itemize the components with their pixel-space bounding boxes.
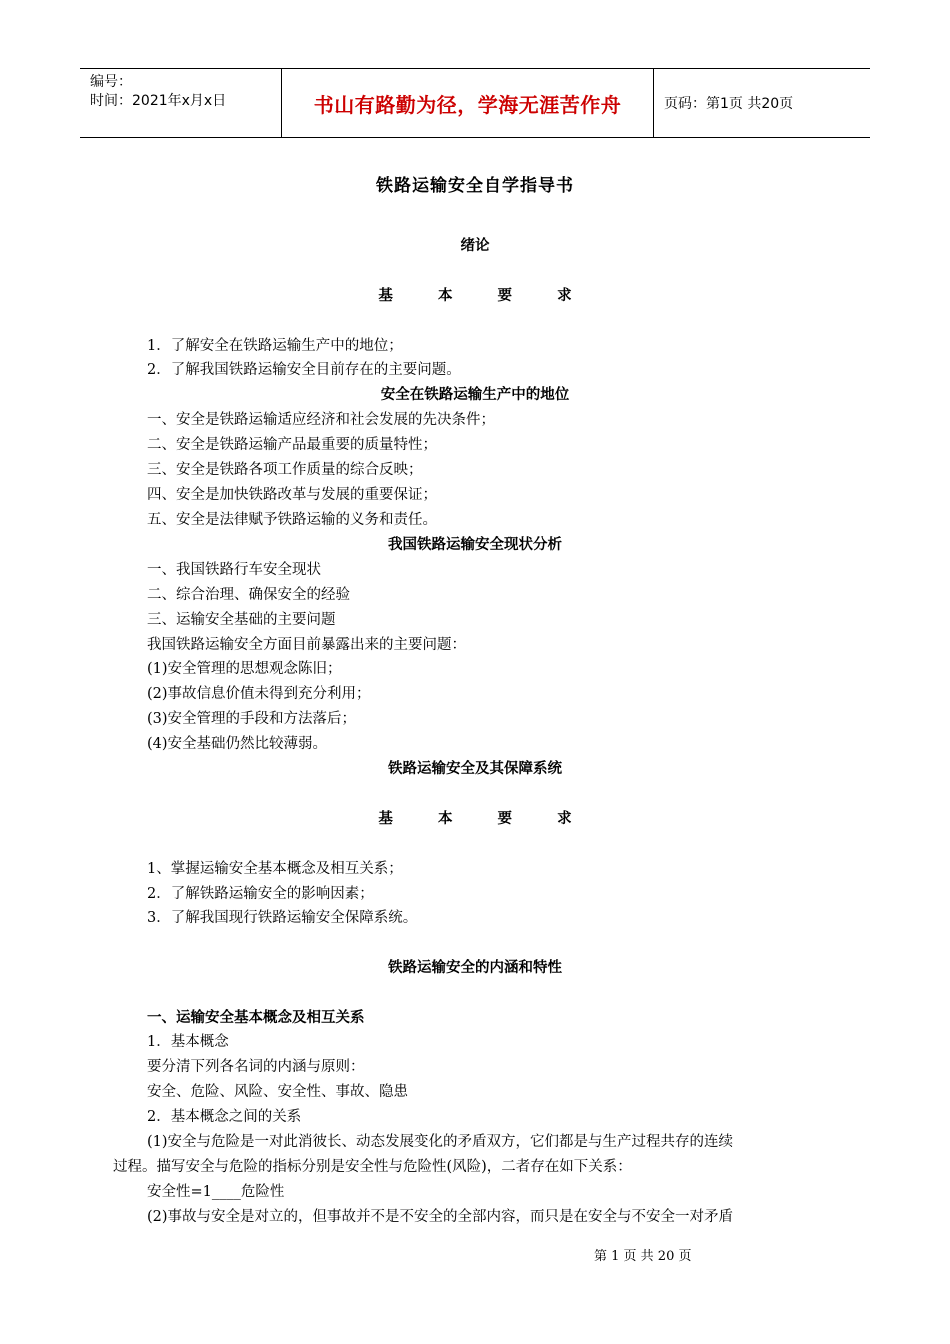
page-info: 页码：第1页 共20页: [664, 96, 794, 112]
requirements-heading-1: 基 本 要 求: [378, 288, 592, 304]
motto: 书山有路勤为径，学海无涯苦作舟: [281, 69, 654, 137]
list-item: 2．了解铁路运输安全的影响因素；: [147, 886, 374, 902]
list-item: 要分清下列各名词的内涵与原则：: [147, 1059, 365, 1075]
list-item: 一、我国铁路行车安全现状: [147, 562, 321, 578]
header-left-cell: [80, 69, 281, 137]
list-item: 3．了解我国现行铁路运输安全保障系统。: [147, 910, 418, 926]
page-footer: 第 1 页 共 20 页: [594, 1249, 692, 1264]
intro-heading: 绪论: [460, 238, 490, 254]
list-item: 2．基本概念之间的关系: [147, 1109, 302, 1125]
section-heading: 安全在铁路运输生产中的地位: [380, 387, 570, 403]
list-item: 二、安全是铁路运输产品最重要的质量特性；: [147, 437, 437, 453]
formula: 安全性=1____危险性: [147, 1184, 285, 1200]
list-item: 安全、危险、风险、安全性、事故、隐患: [147, 1084, 408, 1100]
list-item: 四、安全是加快铁路改革与发展的重要保证；: [147, 487, 437, 503]
paragraph-line: (1)安全与危险是一对此消彼长、动态发展变化的矛盾双方，它们都是与生产过程共存的连续: [147, 1134, 734, 1150]
list-item: 三、安全是铁路各项工作质量的综合反映；: [147, 462, 423, 478]
header-table: [80, 68, 870, 138]
section-heading: 铁路运输安全的内涵和特性: [388, 960, 562, 976]
requirements-heading-2: 基 本 要 求: [378, 811, 592, 827]
time-label: 时间：2021年x月x日: [90, 93, 227, 109]
number-label: 编号：: [90, 74, 132, 90]
list-item: 一、安全是铁路运输适应经济和社会发展的先决条件；: [147, 412, 495, 428]
list-item: 2．了解我国铁路运输安全目前存在的主要问题。: [147, 362, 461, 378]
document-title: 铁路运输安全自学指导书: [376, 176, 574, 196]
list-item: 五、安全是法律赋予铁路运输的义务和责任。: [147, 512, 437, 528]
list-item: 1．基本概念: [147, 1034, 229, 1050]
list-item: (1)安全管理的思想观念陈旧；: [147, 661, 342, 677]
list-item: 三、运输安全基础的主要问题: [147, 612, 336, 628]
list-item: (2)事故信息价值未得到充分利用；: [147, 686, 371, 702]
section-heading: 我国铁路运输安全现状分析: [388, 537, 562, 553]
list-item: (3)安全管理的手段和方法落后；: [147, 711, 357, 727]
chapter-heading: 铁路运输安全及其保障系统: [388, 761, 562, 777]
list-item: 二、综合治理、确保安全的经验: [147, 587, 350, 603]
paragraph-line: 过程。描写安全与危险的指标分别是安全性与危险性(风险)，二者存在如下关系：: [113, 1159, 632, 1175]
paragraph-line: (2)事故与安全是对立的，但事故并不是不安全的全部内容，而只是在安全与不安全一对矛盾: [147, 1209, 734, 1225]
list-item: 我国铁路运输安全方面目前暴露出来的主要问题：: [147, 637, 466, 653]
subsection-heading: 一、运输安全基本概念及相互关系: [147, 1010, 365, 1026]
list-item: 1．了解安全在铁路运输生产中的地位；: [147, 338, 403, 354]
list-item: 1、掌握运输安全基本概念及相互关系；: [147, 861, 403, 877]
list-item: (4)安全基础仍然比较薄弱。: [147, 736, 328, 752]
